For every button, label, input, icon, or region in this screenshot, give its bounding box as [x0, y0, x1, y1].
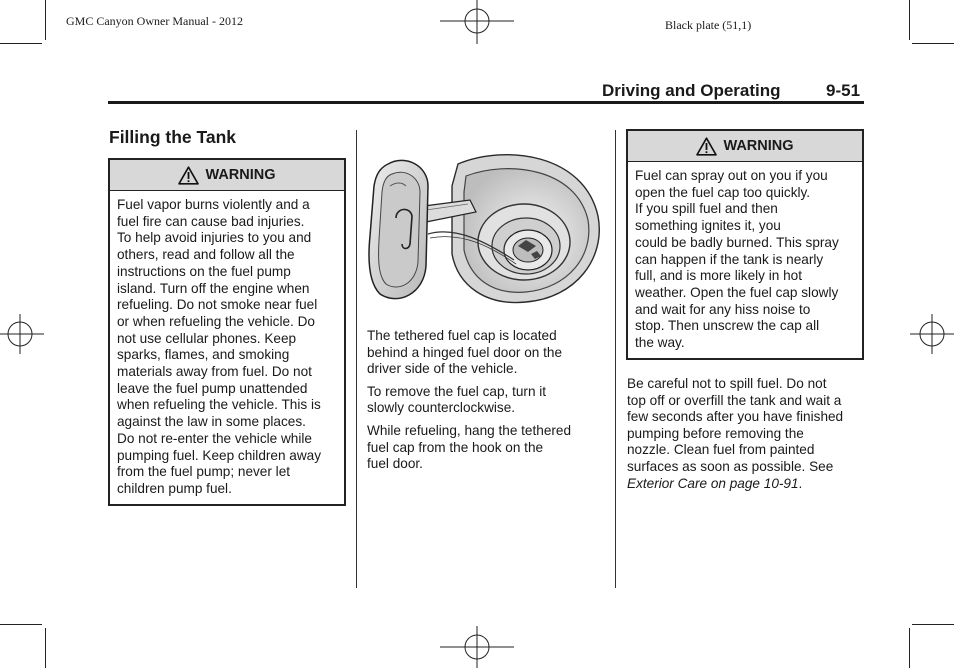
- right-column-text: [627, 376, 867, 492]
- warning-text: [628, 162, 862, 358]
- warning-line: something ignites it, you: [635, 218, 781, 234]
- column-divider: [356, 130, 357, 588]
- warning-line: the way.: [635, 335, 685, 351]
- manual-title: GMC Canyon Owner Manual - 2012: [66, 14, 243, 28]
- section-title: Filling the Tank: [109, 127, 237, 147]
- warning-line: island. Turn off the engine when: [117, 280, 310, 296]
- text-line: nozzle. Clean fuel from painted: [627, 442, 815, 458]
- registration-mark-right: [910, 314, 954, 354]
- text-line: fuel door.: [367, 456, 423, 472]
- warning-text: [110, 191, 344, 504]
- warning-line: To help avoid injuries to you and: [117, 230, 312, 246]
- text-line: driver side of the vehicle.: [367, 361, 518, 377]
- warning-line: children pump fuel.: [117, 480, 232, 496]
- warning-line: and wait for any hiss noise to: [635, 301, 811, 317]
- warning-line: when refueling the vehicle. This is: [117, 397, 321, 413]
- warning-line: or when refueling the vehicle. Do: [117, 313, 315, 329]
- paragraph: [367, 328, 607, 378]
- text-line: Be careful not to spill fuel. Do not: [627, 376, 827, 391]
- warning-line: from the fuel pump; never let: [117, 464, 291, 480]
- text-line: behind a hinged fuel door on the: [367, 344, 563, 360]
- text-line: few seconds after you have finished: [627, 409, 844, 425]
- crop-mark: [909, 0, 910, 40]
- warning-line: can happen if the tank is nearly: [635, 251, 824, 267]
- warning-line: weather. Open the fuel cap slowly: [635, 284, 839, 300]
- warning-line: materials away from fuel. Do not: [117, 364, 312, 380]
- warning-label: WARNING: [205, 167, 276, 183]
- warning-line: Fuel can spray out on you if you: [635, 168, 828, 183]
- warning-line: If you spill fuel and then: [635, 201, 778, 217]
- header-rule: [108, 101, 864, 104]
- registration-mark-top: [440, 0, 514, 44]
- warning-line: against the law in some places.: [117, 414, 306, 430]
- warning-line: Do not re-enter the vehicle while: [117, 430, 312, 446]
- paragraph: [367, 423, 607, 473]
- column-divider: [615, 130, 616, 588]
- warning-line: refueling. Do not smoke near fuel: [117, 297, 318, 313]
- warning-triangle-icon: [178, 166, 199, 185]
- registration-mark-bottom: [440, 626, 514, 668]
- page-number: 9-51: [826, 81, 861, 100]
- warning-line: others, read and follow all the: [117, 247, 295, 263]
- text-line: fuel cap from the hook on the: [367, 439, 544, 455]
- warning-line: sparks, flames, and smoking: [117, 347, 290, 363]
- warning-line: instructions on the fuel pump: [117, 263, 291, 279]
- text-line: pumping before removing the: [627, 425, 804, 441]
- text-line: slowly counterclockwise.: [367, 400, 516, 416]
- chapter-title: Driving and Operating: [602, 81, 781, 100]
- crop-mark: [909, 628, 910, 668]
- crop-mark: [45, 0, 46, 40]
- middle-column-text: [367, 328, 607, 479]
- crop-mark: [912, 624, 954, 625]
- warning-line: fuel fire can cause bad injuries.: [117, 213, 305, 229]
- warning-line: leave the fuel pump unattended: [117, 380, 308, 396]
- cross-reference-line: [627, 476, 867, 493]
- warning-box-left: [108, 158, 346, 506]
- crop-mark: [912, 43, 954, 44]
- warning-label: WARNING: [723, 138, 794, 154]
- cross-reference-link[interactable]: Exterior Care on page 10-91: [627, 475, 799, 491]
- warning-line: pumping fuel. Keep children away: [117, 447, 322, 463]
- warning-line: stop. Then unscrew the cap all: [635, 318, 820, 334]
- warning-triangle-icon: [696, 137, 717, 156]
- reference-suffix: .: [798, 475, 803, 491]
- plate-info: Black plate (51,1): [665, 18, 752, 32]
- crop-mark: [0, 624, 42, 625]
- warning-line: Fuel vapor burns violently and a: [117, 197, 310, 212]
- fuel-door-illustration: [366, 146, 606, 306]
- registration-mark-left: [0, 314, 44, 354]
- warning-line: could be badly burned. This spray: [635, 234, 839, 250]
- warning-line: open the fuel cap too quickly.: [635, 184, 811, 200]
- warning-box-right: [626, 129, 864, 360]
- text-line: To remove the fuel cap, turn it: [367, 383, 547, 399]
- text-line: surfaces as soon as possible. See: [627, 458, 834, 474]
- warning-line: full, and is more likely in hot: [635, 268, 802, 284]
- paragraph: [367, 384, 607, 417]
- crop-mark: [45, 628, 46, 668]
- warning-header: [628, 131, 862, 162]
- text-line: While refueling, hang the tethered: [367, 422, 572, 438]
- text-line: The tethered fuel cap is located: [367, 328, 557, 343]
- crop-mark: [0, 43, 42, 44]
- warning-header: [110, 160, 344, 191]
- warning-line: not use cellular phones. Keep: [117, 330, 297, 346]
- text-line: top off or overfill the tank and wait a: [627, 392, 842, 408]
